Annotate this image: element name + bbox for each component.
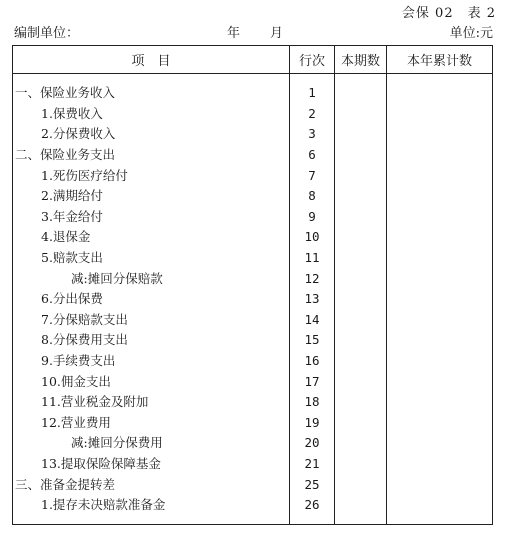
table-row (13, 248, 493, 269)
table-row (13, 495, 493, 516)
table-row (13, 454, 493, 475)
row-item-label: 3.年金给付 (41, 208, 103, 224)
insurance-income-statement-table (12, 45, 493, 525)
table-row (13, 433, 493, 454)
current-period-cell (335, 268, 387, 289)
table-header-row (13, 46, 493, 74)
current-period-cell (335, 124, 387, 145)
current-period-cell (335, 104, 387, 125)
year-to-date-cell (387, 413, 493, 434)
row-number: 26 (290, 495, 335, 516)
row-item-label: 4.退保金 (41, 229, 91, 245)
current-period-cell (335, 248, 387, 269)
year-to-date-cell (387, 310, 493, 331)
row-number: 18 (290, 392, 335, 413)
year-to-date-cell (387, 124, 493, 145)
table-body (13, 74, 493, 525)
row-item-label: 2.满期给付 (41, 188, 103, 204)
year-to-date-cell (387, 248, 493, 269)
row-number: 16 (290, 351, 335, 372)
row-number: 11 (290, 248, 335, 269)
current-period-cell (335, 310, 387, 331)
current-period-cell (335, 392, 387, 413)
row-number: 8 (290, 186, 335, 207)
row-item-label: 1.保费收入 (41, 105, 103, 121)
row-item-label: 13.提取保险保障基金 (41, 455, 161, 471)
current-period-cell (335, 454, 387, 475)
row-item-label: 11.营业税金及附加 (41, 394, 149, 410)
year-to-date-cell (387, 104, 493, 125)
row-item-label: 2.分保费收入 (41, 126, 116, 142)
row-item-label: 12.营业费用 (41, 414, 111, 430)
table-row (13, 124, 493, 145)
row-number: 10 (290, 227, 335, 248)
table-row (13, 83, 493, 104)
table-row (13, 289, 493, 310)
table-row (13, 330, 493, 351)
table-row (13, 186, 493, 207)
table-row (13, 351, 493, 372)
year-to-date-cell (387, 186, 493, 207)
row-item-label: 9.手续费支出 (41, 353, 116, 369)
row-item-label: 8.分保费用支出 (41, 332, 128, 348)
row-number: 1 (290, 83, 335, 104)
current-period-cell (335, 227, 387, 248)
year-to-date-cell (387, 433, 493, 454)
current-period-cell (335, 145, 387, 166)
row-number: 9 (290, 207, 335, 228)
current-period-cell (335, 495, 387, 516)
row-item-label: 一、保险业务收入 (15, 85, 116, 101)
form-code: 会保 02 表 2 (401, 6, 496, 21)
year-label: 年 (227, 26, 241, 41)
year-to-date-cell (387, 207, 493, 228)
year-to-date-cell (387, 165, 493, 186)
table-row (13, 392, 493, 413)
row-number: 20 (290, 433, 335, 454)
current-period-cell (335, 433, 387, 454)
current-period-cell (335, 371, 387, 392)
column-header-item: 项 目 (13, 46, 290, 74)
current-period-cell (335, 186, 387, 207)
current-period-cell (335, 330, 387, 351)
row-number: 21 (290, 454, 335, 475)
year-to-date-cell (387, 289, 493, 310)
table-bottom-spacer (13, 515, 493, 525)
preparing-unit-label: 编制单位： (14, 26, 80, 41)
current-period-cell (335, 289, 387, 310)
table-row (13, 474, 493, 495)
row-number: 14 (290, 310, 335, 331)
row-number: 2 (290, 104, 335, 125)
table-row (13, 165, 493, 186)
column-header-row-no: 行次 (290, 46, 335, 74)
current-period-cell (335, 474, 387, 495)
year-to-date-cell (387, 268, 493, 289)
row-item-label: 5.赔款支出 (41, 250, 103, 266)
year-to-date-cell (387, 495, 493, 516)
row-number: 13 (290, 289, 335, 310)
row-number: 7 (290, 165, 335, 186)
table-row (13, 310, 493, 331)
row-number: 15 (290, 330, 335, 351)
current-period-cell (335, 83, 387, 104)
current-period-cell (335, 413, 387, 434)
row-item-label: 减:摊回分保费用 (71, 435, 163, 451)
year-to-date-cell (387, 83, 493, 104)
year-to-date-cell (387, 351, 493, 372)
table-row (13, 104, 493, 125)
current-period-cell (335, 207, 387, 228)
current-period-cell (335, 351, 387, 372)
table-top-spacer (13, 74, 493, 84)
table-row (13, 268, 493, 289)
year-to-date-cell (387, 454, 493, 475)
row-item-label: 1.提存未决赔款准备金 (41, 497, 166, 513)
current-period-cell (335, 165, 387, 186)
table-row (13, 207, 493, 228)
column-header-year-to-date: 本年累计数 (387, 46, 493, 74)
table-row (13, 371, 493, 392)
row-number: 3 (290, 124, 335, 145)
row-number: 12 (290, 268, 335, 289)
report-meta-row (14, 22, 493, 40)
row-item-label: 三、准备金提转差 (15, 476, 116, 492)
row-item-label: 7.分保赔款支出 (41, 311, 128, 327)
currency-unit-label: 单位:元 (449, 26, 493, 41)
year-to-date-cell (387, 145, 493, 166)
row-number: 17 (290, 371, 335, 392)
year-to-date-cell (387, 392, 493, 413)
table-row (13, 227, 493, 248)
row-item-label: 二、保险业务支出 (15, 147, 116, 163)
table-row (13, 145, 493, 166)
row-item-label: 10.佣金支出 (41, 373, 111, 389)
row-item-label: 减:摊回分保赔款 (71, 270, 163, 286)
row-number: 25 (290, 474, 335, 495)
row-number: 6 (290, 145, 335, 166)
year-to-date-cell (387, 474, 493, 495)
year-to-date-cell (387, 330, 493, 351)
row-item-label: 1.死伤医疗给付 (41, 167, 128, 183)
column-header-current-period: 本期数 (335, 46, 387, 74)
month-label: 月 (270, 26, 284, 41)
year-to-date-cell (387, 227, 493, 248)
row-number: 19 (290, 413, 335, 434)
year-to-date-cell (387, 371, 493, 392)
table-row (13, 413, 493, 434)
row-item-label: 6.分出保费 (41, 291, 103, 307)
